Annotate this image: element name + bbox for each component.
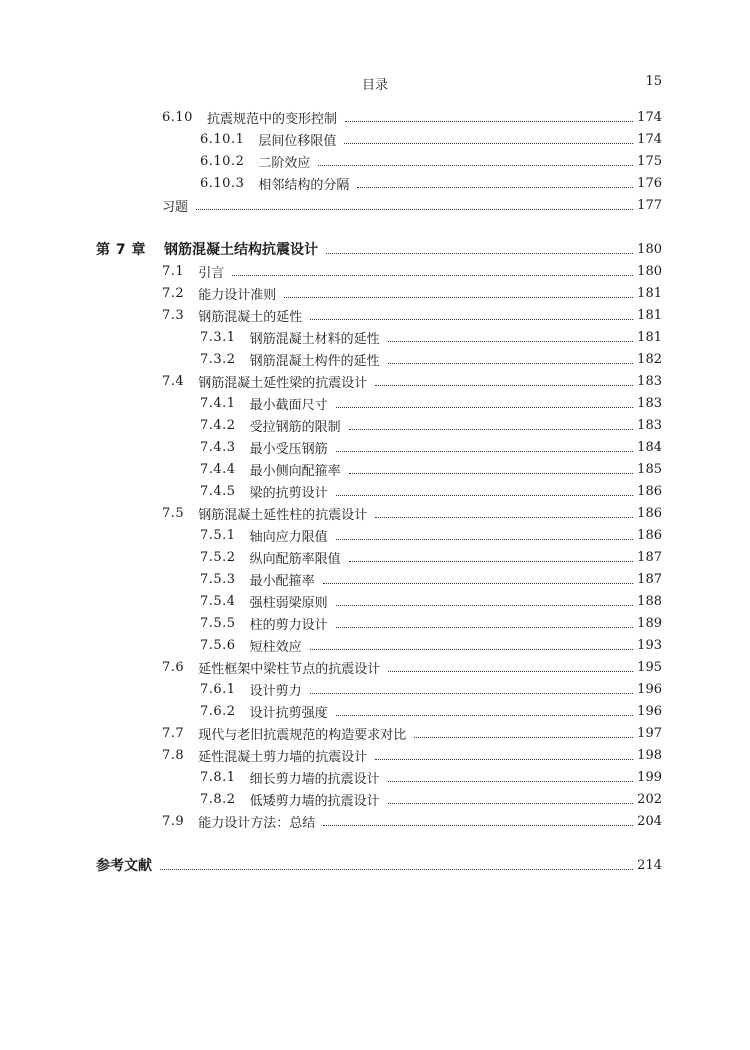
dot-leader (349, 473, 634, 474)
toc-entry-page: 181 (637, 307, 662, 323)
toc-entry-number: 7.4.3 (200, 439, 236, 455)
toc-entry[interactable] (200, 524, 662, 546)
dot-leader (232, 275, 633, 276)
toc-entry-page: 189 (637, 615, 662, 631)
toc-entry-title: 现代与老旧抗震规范的构造要求对比 (198, 727, 407, 743)
toc-entry[interactable] (200, 392, 662, 414)
toc-entry[interactable] (162, 194, 662, 216)
toc-entry[interactable] (162, 304, 662, 326)
toc-entry-number: 7.2 (162, 285, 185, 301)
toc-entry-page: 204 (637, 813, 662, 829)
toc-entry[interactable] (200, 612, 662, 634)
toc-entry-number: 第 7 章 (96, 242, 146, 258)
dot-leader (160, 869, 633, 870)
toc-entry[interactable] (162, 656, 662, 678)
toc-entry-number: 7.8.2 (200, 791, 236, 807)
toc-entry-number: 7.6.1 (200, 681, 236, 697)
toc-entry[interactable] (162, 744, 662, 766)
dot-leader (336, 627, 634, 628)
toc-entry-title: 延性框架中梁柱节点的抗震设计 (198, 661, 381, 677)
toc-entry[interactable] (200, 546, 662, 568)
dot-leader (375, 759, 633, 760)
toc-entry-title: 能力设计准则 (198, 287, 277, 303)
toc-entry-title: 抗震规范中的变形控制 (206, 111, 337, 127)
toc-entry-page: 202 (637, 791, 662, 807)
toc-entry-page: 181 (637, 329, 662, 345)
toc-entry-page: 176 (637, 175, 662, 191)
toc-entry-number: 7.5.1 (200, 527, 236, 543)
toc-entry[interactable] (200, 458, 662, 480)
dot-leader (336, 605, 634, 606)
toc-entry-page: 187 (637, 571, 662, 587)
dot-leader (318, 165, 633, 166)
toc-entry-title: 钢筋混凝土的延性 (198, 309, 303, 325)
toc-entry-title: 柱的剪力设计 (249, 617, 328, 633)
dot-leader (388, 803, 634, 804)
toc-entry[interactable] (200, 590, 662, 612)
toc-entry-page: 174 (637, 109, 662, 125)
toc-entry-title: 短柱效应 (249, 639, 302, 655)
toc-entry[interactable] (162, 260, 662, 282)
toc-entry[interactable] (200, 634, 662, 656)
toc-entry-number: 7.3 (162, 307, 185, 323)
toc-entry[interactable] (200, 436, 662, 458)
toc-entry-page: 199 (637, 769, 662, 785)
toc-entry-number: 6.10.1 (200, 131, 245, 147)
toc-entry[interactable] (200, 348, 662, 370)
toc-entry-title: 低矮剪力墙的抗震设计 (249, 793, 380, 809)
toc-entry[interactable] (200, 128, 662, 150)
toc-entry-page: 196 (637, 703, 662, 719)
dot-leader (349, 561, 634, 562)
toc-entry-page: 181 (637, 285, 662, 301)
toc-entry-number: 7.5.6 (200, 637, 236, 653)
toc-entry-title: 最小截面尺寸 (249, 397, 328, 413)
toc-entry-title: 层间位移限值 (258, 133, 337, 149)
dot-leader (196, 209, 633, 210)
toc-entry-title: 钢筋混凝土材料的延性 (249, 331, 380, 347)
toc-entry-page: 180 (637, 241, 662, 257)
dot-leader (375, 517, 633, 518)
toc-entry-page: 175 (637, 153, 662, 169)
dot-leader (357, 187, 633, 188)
dot-leader (336, 495, 634, 496)
dot-leader (336, 407, 634, 408)
dot-leader (388, 671, 633, 672)
dot-leader (349, 429, 634, 430)
dot-leader (336, 539, 634, 540)
toc-entry-page: 198 (637, 747, 662, 763)
toc-entry[interactable] (200, 414, 662, 436)
toc-entry-title: 二阶效应 (258, 155, 311, 171)
toc-entry-title: 能力设计方法：总结 (198, 815, 316, 831)
toc-entry-page: 183 (637, 417, 662, 433)
dot-leader (323, 825, 633, 826)
toc-entry-page: 196 (637, 681, 662, 697)
toc-entry-page: 214 (637, 857, 662, 873)
toc-entry-page: 197 (637, 725, 662, 741)
toc-entry-title: 梁的抗剪设计 (249, 485, 328, 501)
page-header (0, 74, 750, 94)
toc-entry-title: 设计剪力 (249, 683, 302, 699)
toc-entry-title: 参考文献 (96, 858, 152, 874)
toc-entry[interactable] (162, 370, 662, 392)
dot-leader (344, 143, 633, 144)
toc-entry-page: 183 (637, 395, 662, 411)
dot-leader (414, 737, 633, 738)
toc-entry-title: 最小受压钢筋 (249, 441, 328, 457)
toc-entry-page: 177 (637, 197, 662, 213)
toc-chapter-entry[interactable] (96, 238, 662, 260)
toc-entry-title: 钢筋混凝土结构抗震设计 (164, 242, 318, 258)
dot-leader (310, 319, 633, 320)
toc-entry-number: 7.4.1 (200, 395, 236, 411)
toc-entry-title: 强柱弱梁原则 (249, 595, 328, 611)
dot-leader (323, 583, 634, 584)
toc-entry-title: 受拉钢筋的限制 (249, 419, 341, 435)
toc-entry-number: 7.7 (162, 725, 185, 741)
toc-entry-number: 7.5 (162, 505, 185, 521)
toc-entry-number: 7.4.5 (200, 483, 236, 499)
dot-leader (345, 121, 633, 122)
toc-entry[interactable] (200, 788, 662, 810)
toc-entry[interactable] (162, 282, 662, 304)
toc-entry[interactable] (200, 480, 662, 502)
toc-entry-page: 186 (637, 527, 662, 543)
toc-entry[interactable] (200, 700, 662, 722)
toc-entry-number: 7.4 (162, 373, 185, 389)
dot-leader (336, 451, 634, 452)
dot-leader (388, 363, 634, 364)
toc-entry-title: 钢筋混凝土延性梁的抗震设计 (198, 375, 368, 391)
toc-entry-page: 186 (637, 483, 662, 499)
toc-entry[interactable] (200, 150, 662, 172)
toc-entry[interactable] (162, 722, 662, 744)
toc-entry-page: 193 (637, 637, 662, 653)
toc-entry-title: 设计抗剪强度 (249, 705, 328, 721)
toc-entry-number: 7.8.1 (200, 769, 236, 785)
toc-entry-title: 延性混凝土剪力墙的抗震设计 (198, 749, 368, 765)
toc-entry[interactable] (200, 326, 662, 348)
toc-entry-title: 最小侧向配箍率 (249, 463, 341, 479)
toc-entry[interactable] (162, 106, 662, 128)
toc-entry-number: 7.9 (162, 813, 185, 829)
toc-entry-number: 7.8 (162, 747, 185, 763)
toc-entry[interactable] (200, 678, 662, 700)
toc-entry-number: 7.4.2 (200, 417, 236, 433)
toc-entry-page: 187 (637, 549, 662, 565)
toc-entry[interactable] (162, 502, 662, 524)
toc-entry-title: 细长剪力墙的抗震设计 (249, 771, 380, 787)
toc-entry-page: 186 (637, 505, 662, 521)
page-number: 15 (645, 74, 662, 89)
toc-entry[interactable] (162, 810, 662, 832)
toc-entry-number: 6.10.2 (200, 153, 245, 169)
toc-entry[interactable] (200, 766, 662, 788)
toc-entry-page: 188 (637, 593, 662, 609)
dot-leader (326, 253, 633, 254)
toc-entry-title: 习题 (162, 199, 189, 215)
toc-entry-number: 7.3.1 (200, 329, 236, 345)
toc-entry-title: 引言 (198, 265, 225, 281)
toc-entry-title: 最小配箍率 (249, 573, 315, 589)
toc-entry-page: 184 (637, 439, 662, 455)
dot-leader (375, 385, 633, 386)
toc-entry-number: 7.5.3 (200, 571, 236, 587)
toc-entry-title: 纵向配筋率限值 (249, 551, 341, 567)
toc-entry-page: 185 (637, 461, 662, 477)
toc-entry-page: 183 (637, 373, 662, 389)
toc-entry-number: 7.5.2 (200, 549, 236, 565)
toc-entry[interactable] (200, 568, 662, 590)
toc-entry-page: 180 (637, 263, 662, 279)
dot-leader (388, 781, 634, 782)
toc-entry-title: 钢筋混凝土构件的延性 (249, 353, 380, 369)
toc-chapter-entry[interactable] (96, 854, 662, 876)
dot-leader (336, 715, 634, 716)
toc-entry-number: 7.6.2 (200, 703, 236, 719)
toc-entry-page: 182 (637, 351, 662, 367)
toc-entry-page: 195 (637, 659, 662, 675)
toc-entry-number: 7.5.5 (200, 615, 236, 631)
toc-entry-title: 相邻结构的分隔 (258, 177, 350, 193)
toc-entry-number: 6.10 (162, 109, 193, 125)
toc-entry-number: 7.4.4 (200, 461, 236, 477)
dot-leader (310, 649, 634, 650)
toc-entry-number: 7.3.2 (200, 351, 236, 367)
toc-entry-page: 174 (637, 131, 662, 147)
toc-entry-number: 6.10.3 (200, 175, 245, 191)
toc-entry[interactable] (200, 172, 662, 194)
running-title: 目录 (361, 78, 388, 93)
toc-entry-title: 钢筋混凝土延性柱的抗震设计 (198, 507, 368, 523)
toc-entry-number: 7.1 (162, 263, 185, 279)
dot-leader (284, 297, 633, 298)
toc-entry-title: 轴向应力限值 (249, 529, 328, 545)
dot-leader (310, 693, 634, 694)
dot-leader (388, 341, 634, 342)
toc-entry-number: 7.5.4 (200, 593, 236, 609)
toc-entry-number: 7.6 (162, 659, 185, 675)
